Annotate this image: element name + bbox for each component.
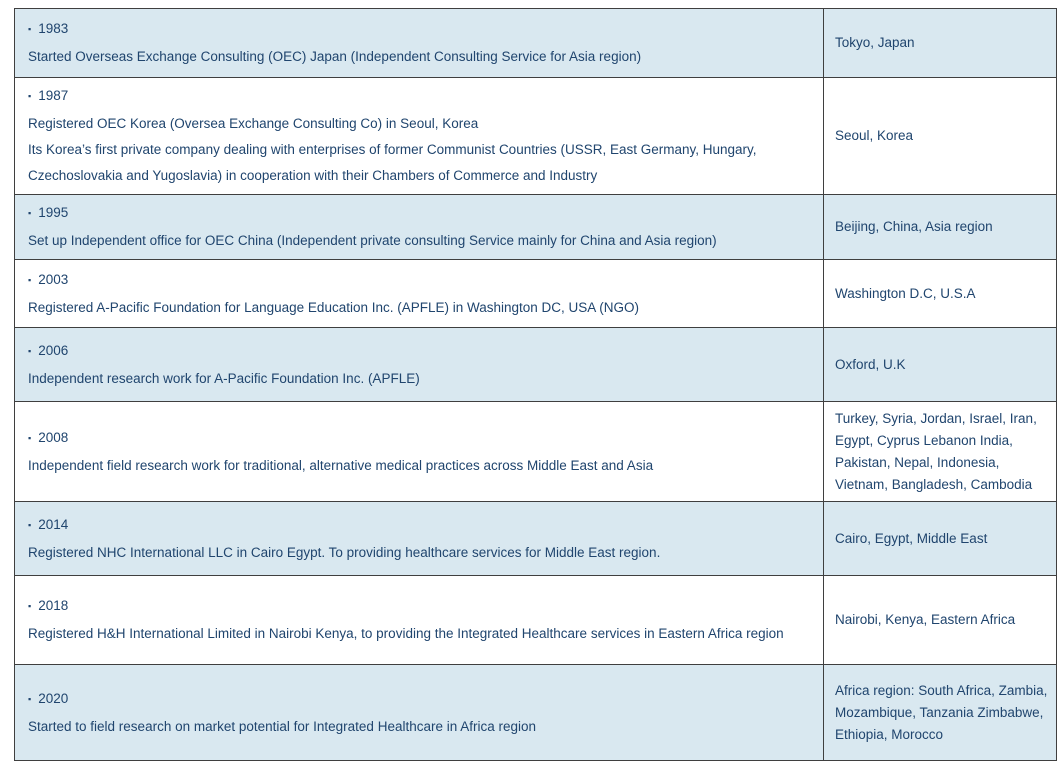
bullet-icon: ▪ xyxy=(28,274,32,285)
event-year: 2020 xyxy=(38,690,69,706)
location-cell xyxy=(824,576,1057,665)
table-row xyxy=(15,576,1057,665)
year-line xyxy=(28,686,809,712)
company-history-table xyxy=(14,8,1057,761)
event-location: Tokyo, Japan xyxy=(835,35,915,50)
bullet-icon: ▪ xyxy=(28,24,32,34)
event-description: Independent research work for A-Pacific Foundation Inc. (APFLE) xyxy=(28,370,420,386)
year-line xyxy=(28,425,809,451)
event-location: Beijing, China, Asia region xyxy=(835,219,993,234)
location-cell xyxy=(824,195,1057,260)
event-description: Registered A-Pacific Foundation for Language Education Inc. (APFLE) in Washington DC, USA (NGO) xyxy=(28,299,640,315)
bullet-icon: ▪ xyxy=(28,693,32,704)
event-location: Washington D.C, U.S.A xyxy=(835,285,976,301)
event-cell xyxy=(15,9,824,78)
event-description: Registered NHC International LLC in Cairo Egypt. To providing healthcare services for Middle East region. xyxy=(28,544,661,560)
event-description: Registered H&H International Limited in Nairobi Kenya, to providing the Integrated Healthcare services in Eastern Africa region xyxy=(28,626,784,641)
year-line xyxy=(28,593,809,619)
bullet-icon: ▪ xyxy=(28,91,32,101)
event-location: Turkey, Syria, Jordan, Israel, Iran, Egypt, Cyprus Lebanon India, Pakistan, Nepal, Indonesia, Vietnam, Bangladesh, Cambodia xyxy=(835,410,1037,492)
event-description: Independent field research work for traditional, alternative medical practices across Middle East and Asia xyxy=(28,457,654,473)
event-cell xyxy=(15,576,824,665)
event-cell xyxy=(15,78,824,195)
event-year: 2006 xyxy=(38,342,69,358)
event-description: Started Overseas Exchange Consulting (OEC) Japan (Independent Consulting Service for Asia region) xyxy=(28,49,642,64)
event-year: 1983 xyxy=(38,21,69,36)
event-year: 1987 xyxy=(38,88,69,103)
event-cell xyxy=(15,328,824,402)
table-row xyxy=(15,260,1057,328)
event-cell xyxy=(15,195,824,260)
table-row xyxy=(15,402,1057,502)
location-cell xyxy=(824,665,1057,761)
event-description: Started to field research on market potential for Integrated Healthcare in Africa region xyxy=(28,718,537,734)
year-line xyxy=(28,338,809,364)
event-location: Nairobi, Kenya, Eastern Africa xyxy=(835,612,1016,627)
year-line xyxy=(28,512,809,538)
event-location: Africa region: South Africa, Zambia, Mozambique, Tanzania Zimbabwe, Ethiopia, Morocco xyxy=(835,682,1048,742)
event-location: Seoul, Korea xyxy=(835,128,914,143)
event-location: Cairo, Egypt, Middle East xyxy=(835,530,988,546)
table-row xyxy=(15,328,1057,402)
year-line xyxy=(28,16,809,42)
event-cell xyxy=(15,260,824,328)
year-line xyxy=(28,200,809,226)
bullet-icon: ▪ xyxy=(28,208,32,218)
bullet-icon: ▪ xyxy=(28,432,32,443)
table-row xyxy=(15,195,1057,260)
event-year: 2008 xyxy=(38,429,69,445)
table-row xyxy=(15,502,1057,576)
event-year: 2014 xyxy=(38,516,69,532)
event-year: 2003 xyxy=(38,271,69,287)
bullet-icon: ▪ xyxy=(28,519,32,530)
event-description-2: Its Korea’s first private company dealing with enterprises of former Communist Countries (USSR, East Germany, Hungary, Czechoslovakia and Yugoslavia) in cooperation with their Chambers of Commerce and Industry xyxy=(28,142,757,183)
event-cell xyxy=(15,665,824,761)
event-location: Oxford, U.K xyxy=(835,356,906,372)
table-row xyxy=(15,9,1057,78)
event-description: Set up Independent office for OEC China (Independent private consulting Service mainly for China and Asia region) xyxy=(28,233,717,248)
location-cell xyxy=(824,260,1057,328)
year-line xyxy=(28,267,809,293)
location-cell xyxy=(824,402,1057,502)
event-cell xyxy=(15,502,824,576)
table-row xyxy=(15,78,1057,195)
event-year: 1995 xyxy=(38,205,69,220)
event-cell xyxy=(15,402,824,502)
event-year: 2018 xyxy=(38,598,69,613)
bullet-icon: ▪ xyxy=(28,345,32,356)
location-cell xyxy=(824,502,1057,576)
table-row xyxy=(15,665,1057,761)
event-description: Registered OEC Korea (Oversea Exchange Consulting Co) in Seoul, Korea xyxy=(28,116,479,131)
location-cell xyxy=(824,9,1057,78)
year-line xyxy=(28,83,809,109)
bullet-icon: ▪ xyxy=(28,601,32,611)
location-cell xyxy=(824,328,1057,402)
location-cell xyxy=(824,78,1057,195)
